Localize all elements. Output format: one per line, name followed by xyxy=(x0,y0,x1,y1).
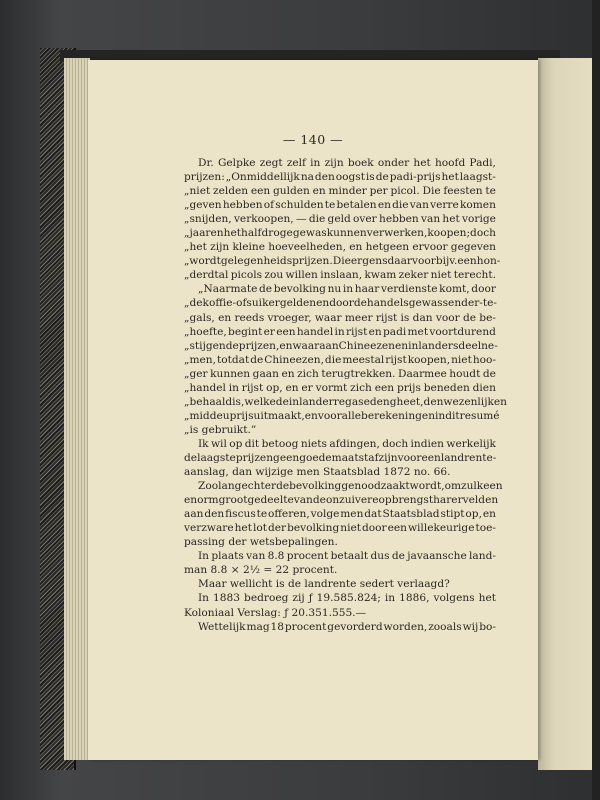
text-line: „geven hebben of schulden te betalen en die van verre komen xyxy=(184,199,496,212)
text-line: prijzen: „Onmiddellijk na den oogst is de padi-prijs het laagst‑ xyxy=(184,171,496,184)
page-number: — 140 — xyxy=(282,132,344,147)
text-line: Koloniaal Verslag: ƒ 20.351.555.— xyxy=(184,606,367,619)
text-line: enorm groot gedeelte van de onzuivere opbrengst harer velden xyxy=(184,494,499,507)
page-edges xyxy=(64,58,90,760)
text-line: passing der wetsbepalingen. xyxy=(184,536,338,549)
text-line: „gals, en reeds vroeger, waar meer rijst is dan voor de be- xyxy=(184,311,496,324)
text-line: „het zijn kleine hoeveelheden, en hetgeen ervoor gegeven xyxy=(184,241,496,254)
text-line: Zoolang echter de bevolking genoodzaakt wordt, om zulk een xyxy=(198,480,503,493)
text-line: verzware het lot der bevolking niet door een willekeurige toe- xyxy=(184,522,496,535)
text-line: „niet zelden een gulden en minder per picol. Die feesten te xyxy=(184,185,496,198)
text-line: „hoefte, begint er een handel in rijst en padi met voortdurend xyxy=(184,325,496,338)
text-line: aanslag, dan wijzige men Staatsblad 1872 no. 66. xyxy=(184,466,451,479)
text-line: „wordt gelegenheidsprijzen. Die ergens daarvoor bijv. een hon- xyxy=(184,255,501,268)
text-line: „is gebruikt.” xyxy=(184,423,257,436)
text-line: „de koffie- of suikergelden en door de handelsgewassen der-te- xyxy=(184,297,497,310)
book-page xyxy=(88,60,538,760)
text-line: „behaald is, welke de inlander rega sedeng heet, den wezenlijken xyxy=(184,395,507,408)
text-line: „Naarmate de bevolking nu in haar verdienste komt, door xyxy=(198,283,496,296)
text-line: Dr. Gelpke zegt zelf in zijn boek onder het hoofd Padi, xyxy=(198,157,496,169)
text-line: Maar wellicht is de landrente sedert verlaagd? xyxy=(198,578,450,591)
text-line: „ger kunnen gaan en zich terugtrekken. Daarmee houdt de xyxy=(184,367,496,380)
text-line: In plaats van 8.8 procent betaalt dus de javaansche land- xyxy=(198,550,496,563)
book-cover-right xyxy=(592,0,600,800)
text-line: aan den fiscus te offeren, volge men dat Staatsblad stipt op, en xyxy=(184,508,496,521)
text-line: Ik wil op dit betoog niets afdingen, doch indien werkelijk xyxy=(198,437,496,450)
text-line: „snijden, verkoopen, — die geld over hebben van het vorige xyxy=(184,213,496,226)
text-line: de laagste prijzen geen goede maatstaf zijn voor een landrente- xyxy=(184,451,497,464)
text-line: In 1883 bedroeg zij ƒ 19.585.824; in 1886, volgens het xyxy=(198,592,496,605)
text-line: man 8.8 × 2½ = 22 procent. xyxy=(184,564,338,577)
text-line: „middeuprijs uitmaakt, en voor alle berekeningen in dit resumé xyxy=(184,409,500,422)
text-line: „derdtal picols zou willen inslaan, kwam zeker niet terecht. xyxy=(184,269,496,282)
text-line: „handel in rijst op, en er vormt zich een prijs beneden dien xyxy=(184,381,496,394)
facing-page xyxy=(538,58,600,770)
text-line: „stijgende prijzen, en waaraan Chineezen en inlanders deelne- xyxy=(184,339,498,352)
text-line: Wettelijk mag 18 procent gevorderd worden, zooals wij bo- xyxy=(198,620,496,633)
text-line: „men, totdat de Chineezen, die meestal rijst koopen, niet hoo- xyxy=(184,353,496,366)
body-text xyxy=(184,156,507,634)
text-line: „jaar en het half droge gewas kunnen verwerken, koopen; doch xyxy=(184,227,496,240)
